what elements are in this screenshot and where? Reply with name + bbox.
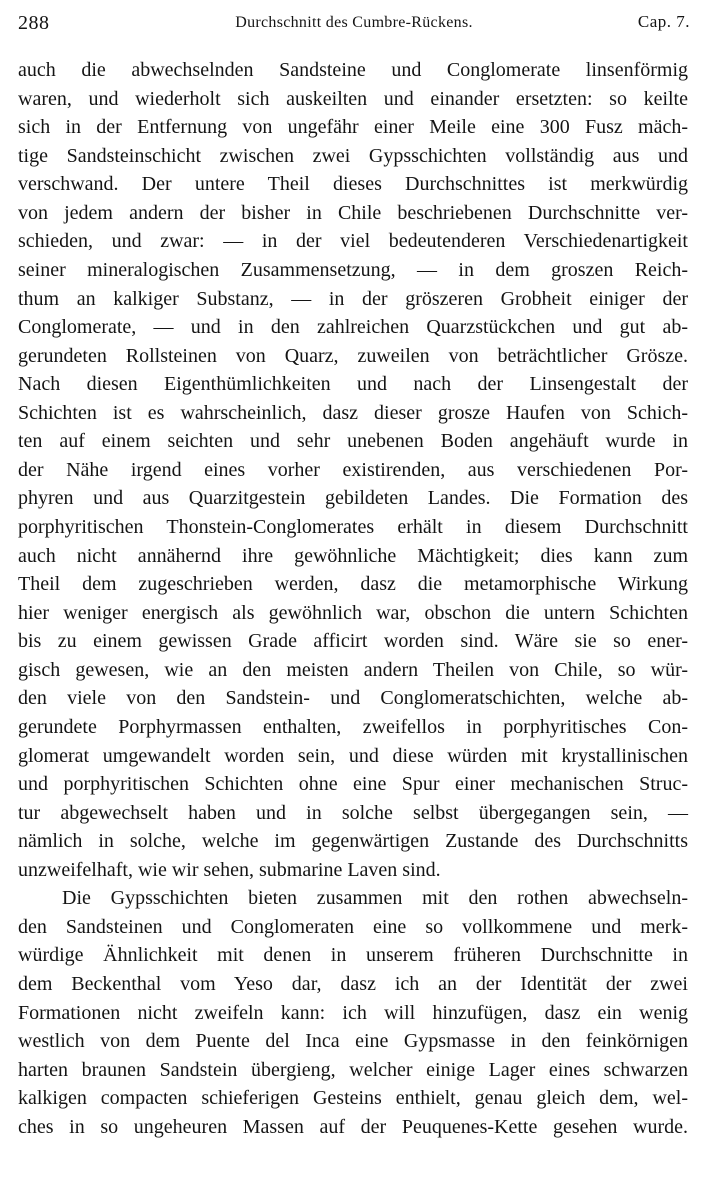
text-line: gerundeten Rollsteinen von Quarz, zuweilen von beträchtlicher Grösze. xyxy=(18,344,688,367)
text-line: harten braunen Sandstein übergieng, welcher einige Lager eines schwarzen xyxy=(18,1058,688,1081)
text-line: Formationen nicht zweifeln kann: ich will hinzufügen, dasz ein wenig xyxy=(18,1001,688,1024)
text-line: ches in so ungeheuren Massen auf der Peuquenes-Kette gesehen wurde. xyxy=(18,1115,688,1138)
text-line: Theil dem zugeschrieben werden, dasz die metamorphische Wirkung xyxy=(18,573,688,596)
running-title: Durchschnitt des Cumbre-Rückens. xyxy=(235,14,473,31)
page-header xyxy=(18,8,690,48)
text-line: bis zu einem gewissen Grade afficirt worden sind. Wäre sie so ener- xyxy=(18,630,688,653)
text-line: tige Sandsteinschicht zwischen zwei Gypsschichten vollständig aus und xyxy=(18,144,688,167)
text-line: den Sandsteinen und Conglomeraten eine so vollkommene und merk- xyxy=(18,915,688,938)
text-line: von jedem andern der bisher in Chile beschriebenen Durchschnitte ver- xyxy=(18,201,688,224)
text-line: sich in der Entfernung von ungefähr einer Meile eine 300 Fusz mäch- xyxy=(18,116,688,139)
text-line: gisch gewesen, wie an den meisten andern Theilen von Chile, so wür- xyxy=(18,658,688,681)
text-line: glomerat umgewandelt worden sein, und diese würden mit krystallinischen xyxy=(18,744,688,767)
text-line: Schichten ist es wahrscheinlich, dasz dieser grosze Haufen von Schich- xyxy=(18,401,688,424)
text-line: tur abgewechselt haben und in solche selbst übergegangen sein, — xyxy=(18,801,688,824)
text-line: hier weniger energisch als gewöhnlich war, obschon die untern Schichten xyxy=(18,601,688,624)
text-line: Conglomerate, — und in den zahlreichen Quarzstückchen und gut ab- xyxy=(18,316,688,339)
text-line: gerundete Porphyrmassen enthalten, zweifellos in porphyritisches Con- xyxy=(18,715,688,738)
text-line: seiner mineralogischen Zusammensetzung, — in dem groszen Reich- xyxy=(18,258,688,281)
text-line: auch die abwechselnden Sandsteine und Conglomerate linsenförmig xyxy=(18,59,688,81)
text-line: auch nicht annähernd ihre gewöhnliche Mächtigkeit; dies kann zum xyxy=(18,544,688,567)
text-line: Nach diesen Eigenthümlichkeiten und nach der Linsengestalt der xyxy=(18,373,688,396)
text-line: dem Beckenthal vom Yeso dar, dasz ich an der Identität der zwei xyxy=(18,973,688,995)
text-line: porphyritischen Thonstein-Conglomerates erhält in diesem Durchschnitt xyxy=(18,516,688,538)
page-number: 288 xyxy=(18,12,50,34)
text-line: waren, und wiederholt sich auskeilten und einander ersetzten: so keilte xyxy=(18,87,688,110)
text-line: ten auf einem seichten und sehr unebenen Boden angehäuft wurde in xyxy=(18,430,688,453)
body-text xyxy=(18,56,688,1141)
paragraph-start-line: Die Gypsschichten bieten zusammen mit den rothen abwechseln- xyxy=(62,887,688,910)
text-line: der Nähe irgend eines vorher existirenden, aus verschiedenen Por- xyxy=(18,458,688,481)
text-line: phyren und aus Quarzitgestein gebildeten Landes. Die Formation des xyxy=(18,487,688,510)
text-line: schieden, und zwar: — in der viel bedeutenderen Verschiedenartigkeit xyxy=(18,230,688,253)
text-line: nämlich in solche, welche im gegenwärtigen Zustande des Durchschnitts xyxy=(18,830,688,853)
text-line: den viele von den Sandstein- und Conglomeratschichten, welche ab- xyxy=(18,687,688,710)
text-line: thum an kalkiger Substanz, — in der gröszeren Grobheit einiger der xyxy=(18,287,688,310)
text-line: würdige Ähnlichkeit mit denen in unserem früheren Durchschnitte in xyxy=(18,944,688,967)
text-line: westlich von dem Puente del Inca eine Gypsmasse in den feinkörnigen xyxy=(18,1030,688,1053)
text-line: und porphyritischen Schichten ohne eine Spur einer mechanischen Struc- xyxy=(18,773,688,796)
text-line: verschwand. Der untere Theil dieses Durchschnittes ist merkwürdig xyxy=(18,173,688,196)
paragraph-end-line: unzweifelhaft, wie wir sehen, submarine Laven sind. xyxy=(18,858,441,881)
text-line: kalkigen compacten schieferigen Gesteins enthielt, genau gleich dem, wel- xyxy=(18,1087,688,1110)
chapter-label: Cap. 7. xyxy=(637,12,690,31)
